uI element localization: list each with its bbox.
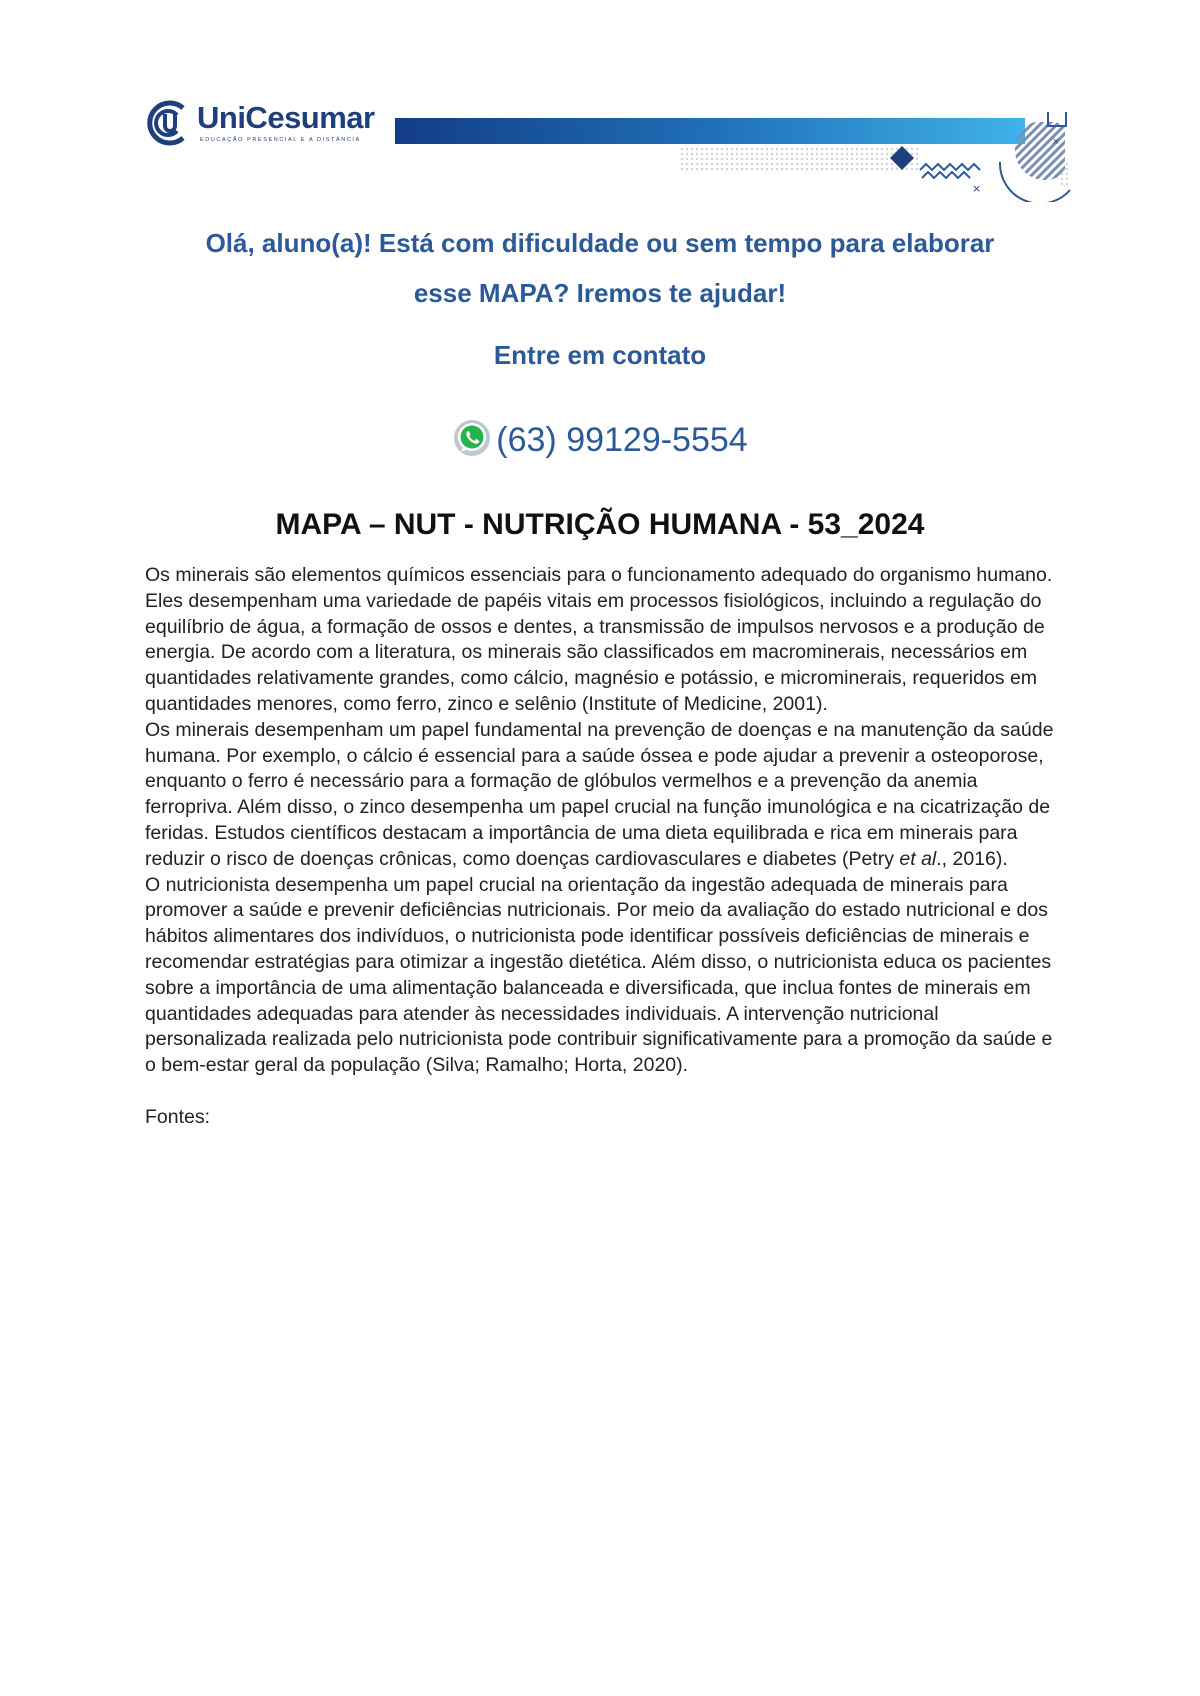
svg-text:×: × (1052, 137, 1060, 147)
contact-heading: Entre em contato (493, 340, 707, 370)
promo-line-2: esse MAPA? Iremos te ajudar! (413, 278, 787, 308)
sources-label: Fontes: (145, 1105, 211, 1128)
page-header (0, 0, 1200, 210)
paragraph-1: Os minerais são elementos químicos essenciais para o funcionamento adequado do organismo humano. Eles desempenham uma variedade de papéis vitais em processos fisiológicos, incluindo a regulação do equilíbrio de água, a formação de ossos e dentes, a transmissão de impulsos nervosos e a produção de energia. De acordo com a literatura, os minerais são classificados em macrominerais, necessários em quantidades relativamente grandes, como cálcio, magnésio e potássio, e microminerais, requeridos em quantidades menores, como ferro, zinco e selênio (Institute of Medicine, 2001). (145, 564, 1053, 715)
logo-wordmark: UniCesumar (197, 100, 375, 135)
citation-et-al: et al (899, 847, 937, 870)
paragraph-3: O nutricionista desempenha um papel crucial na orientação da ingestão adequada de minerais para promover a saúde e prevenir deficiências nutricionais. Por meio da avaliação do estado nutricional e dos hábitos alimentares dos indivíduos, o nutricionista pode identificar possíveis deficiências de minerais e recomendar estratégias para otimizar a ingestão dietética. Além disso, o nutricionista educa os pacientes sobre a importância de uma alimentação balanceada e diversificada, que inclua fontes de minerais em quantidades adequadas para atender às necessidades individuais. A intervenção nutricional personalizada realizada pelo nutricionista pode contribuir significativamente para a promoção da saúde e o bem-estar geral da população (Silva; Ramalho; Horta, 2020). (145, 873, 1053, 1077)
phone-number: (63) 99129-5554 (496, 421, 748, 459)
unicesumar-logo (145, 98, 390, 148)
document-body (145, 563, 1060, 1131)
svg-text:×: × (972, 182, 982, 195)
logo-tagline: EDUCAÇÃO PRESENCIAL E A DISTÂNCIA (200, 137, 361, 143)
promo-message (0, 218, 1200, 318)
unicesumar-logo-icon (145, 100, 191, 146)
paragraph-2 (145, 718, 1060, 873)
paragraph-2-text: Os minerais desempenham um papel fundamental na prevenção de doenças e na manutenção da saúde humana. Por exemplo, o cálcio é essencial para a saúde óssea e pode ajudar a prevenir a osteoporose, enquanto o ferro é necessário para a formação de glóbulos vermelhos e a prevenção da anemia ferropriva. Além disso, o zinco desempenha um papel crucial na função imunológica e na cicatrização de feridas. Estudos científicos destacam a importância de uma dieta equilibrada e rica em minerais para reduzir o risco de doenças crônicas, como doenças cardiovasculares e diabetes (Petry (145, 718, 1054, 870)
promo-line-1: Olá, aluno(a)! Está com dificuldade ou sem tempo para elaborar (205, 228, 995, 258)
phone-contact[interactable] (0, 418, 1200, 460)
header-decoration (660, 112, 1080, 202)
document-title: MAPA – NUT - NUTRIÇÃO HUMANA - 53_2024 (275, 508, 925, 541)
paragraph-2-tail: ., 2016). (936, 847, 1008, 870)
whatsapp-icon (452, 418, 492, 458)
